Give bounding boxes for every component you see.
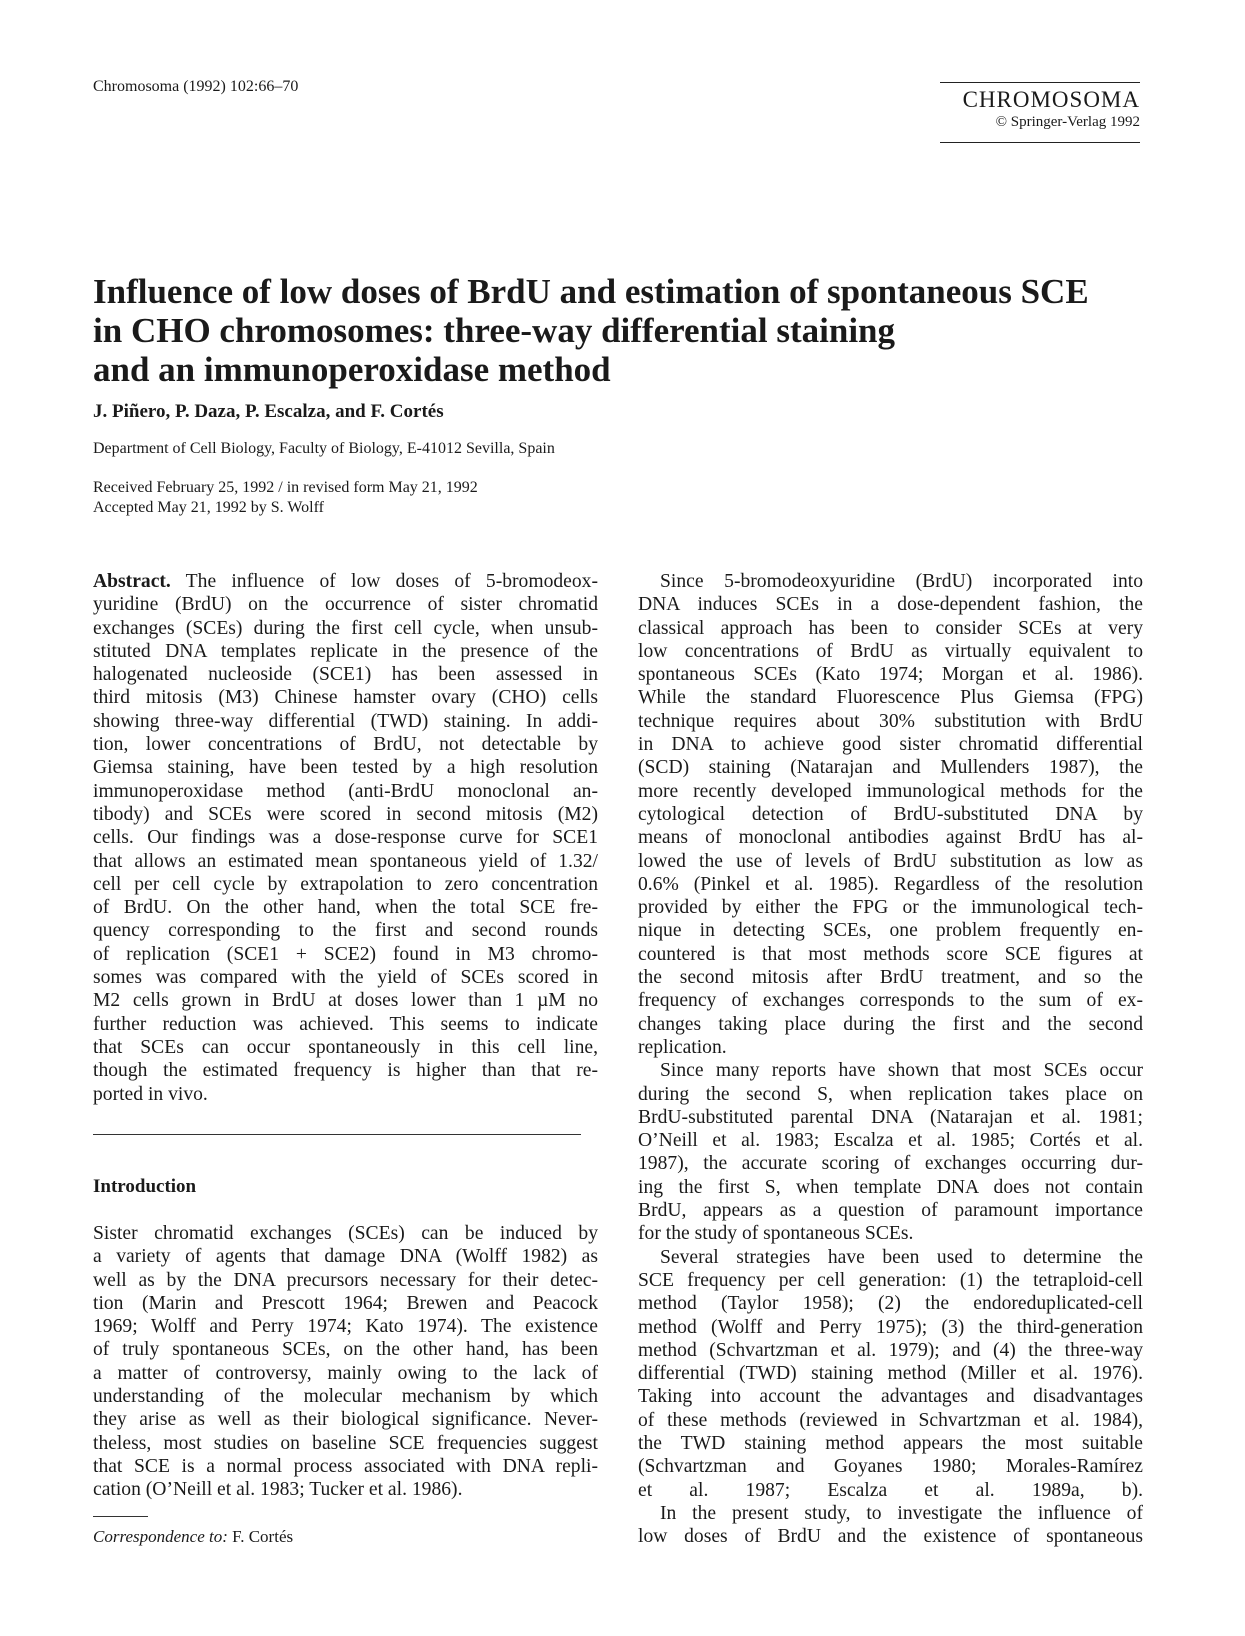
abstract-line: yuridine (BrdU) on the occurrence of sister chromatid bbox=[93, 594, 598, 616]
body-line: the TWD staining method appears the most suitable bbox=[638, 1432, 1143, 1454]
body-line: Several strategies have been used to determine the bbox=[660, 1246, 1143, 1268]
abstract-line: immunoperoxidase method (anti-BrdU monoclonal an- bbox=[93, 780, 598, 802]
abstract-line: of replication (SCE1 + SCE2) found in M3 chromo- bbox=[93, 943, 598, 965]
affiliation: Department of Cell Biology, Faculty of Biology, E-41012 Sevilla, Spain bbox=[93, 440, 555, 457]
accepted-date: Accepted May 21, 1992 by S. Wolff bbox=[93, 499, 324, 516]
body-line: method (Wolff and Perry 1975); (3) the third-generation bbox=[638, 1316, 1143, 1338]
body-line: low concentrations of BrdU as virtually equivalent to bbox=[638, 640, 1143, 662]
body-line: O’Neill et al. 1983; Escalza et al. 1985; Cortés et al. bbox=[638, 1130, 1143, 1152]
body-line: for the study of spontaneous SCEs. bbox=[638, 1223, 914, 1245]
body-line: countered is that most methods score SCE figures at bbox=[638, 943, 1143, 965]
abstract-line: stituted DNA templates replicate in the presence of the bbox=[93, 640, 598, 662]
introduction-heading: Introduction bbox=[93, 1176, 197, 1197]
body-line: et al. 1987; Escalza et al. 1989a, b). bbox=[638, 1479, 1143, 1501]
body-line: provided by either the FPG or the immunological tech- bbox=[638, 897, 1143, 919]
intro-line: tion (Marin and Prescott 1964; Brewen and Peacock bbox=[93, 1292, 598, 1314]
body-line: classical approach has been to consider SCEs at very bbox=[638, 617, 1143, 639]
body-line: BrdU, appears as a question of paramount importance bbox=[638, 1200, 1143, 1222]
body-line: (Schvartzman and Goyanes 1980; Morales-Ramírez bbox=[638, 1456, 1143, 1478]
abstract-line: cells. Our findings was a dose-response curve for SCE1 bbox=[93, 827, 598, 849]
abstract-line: cell per cell cycle by extrapolation to zero concentration bbox=[93, 873, 598, 895]
masthead-top-rule bbox=[940, 82, 1140, 83]
intro-line: a matter of controversy, mainly owing to the lack of bbox=[93, 1362, 598, 1384]
intro-line: cation (O’Neill et al. 1983; Tucker et al. 1986). bbox=[93, 1479, 463, 1501]
abstract-line: M2 cells grown in BrdU at doses lower than 1 µM no bbox=[93, 990, 598, 1012]
body-line: the second mitosis after BrdU treatment, and so the bbox=[638, 967, 1143, 989]
body-line: (SCD) staining (Natarajan and Mullenders 1987), the bbox=[638, 757, 1143, 779]
abstract-line: quency corresponding to the first and second rounds bbox=[93, 920, 598, 942]
abstract-line: though the estimated frequency is higher than that re- bbox=[93, 1060, 598, 1082]
body-line: SCE frequency per cell generation: (1) the tetraploid-cell bbox=[638, 1269, 1143, 1291]
author-list: J. Piñero, P. Daza, P. Escalza, and F. Cortés bbox=[93, 401, 444, 422]
body-line: BrdU-substituted parental DNA (Natarajan et al. 1981; bbox=[638, 1106, 1143, 1128]
abstract-line: halogenated nucleoside (SCE1) has been assessed in bbox=[93, 664, 598, 686]
body-line: In the present study, to investigate the influence of bbox=[660, 1502, 1143, 1524]
body-line: spontaneous SCEs (Kato 1974; Morgan et al. 1986). bbox=[638, 664, 1143, 686]
correspondence-label: Correspondence to: bbox=[93, 1527, 228, 1546]
introduction-body bbox=[93, 1222, 598, 1502]
intro-line: they arise as well as their biological significance. Never- bbox=[93, 1409, 598, 1431]
intro-line: well as by the DNA precursors necessary for their detec- bbox=[93, 1269, 598, 1291]
title-line: and an immunoperoxidase method bbox=[93, 350, 611, 389]
abstract-line bbox=[93, 570, 598, 593]
correspondence-footnote bbox=[93, 1527, 293, 1547]
body-line: 0.6% (Pinkel et al. 1985). Regardless of the resolution bbox=[638, 873, 1143, 895]
body-line: changes taking place during the first and the second bbox=[638, 1013, 1143, 1035]
body-line: in DNA to achieve good sister chromatid differential bbox=[638, 734, 1143, 756]
journal-name: CHROMOSOMA bbox=[962, 87, 1140, 112]
body-line: differential (TWD) staining method (Miller et al. 1976). bbox=[638, 1363, 1143, 1385]
body-line: Since many reports have shown that most SCEs occur bbox=[660, 1060, 1143, 1082]
abstract-line: that allows an estimated mean spontaneous yield of 1.32/ bbox=[93, 850, 598, 872]
abstract-line: showing three-way differential (TWD) staining. In addi- bbox=[93, 710, 598, 732]
body-line: DNA induces SCEs in a dose-dependent fashion, the bbox=[638, 594, 1143, 616]
abstract-line: third mitosis (M3) Chinese hamster ovary (CHO) cells bbox=[93, 687, 598, 709]
abstract-line: tibody) and SCEs were scored in second mitosis (M2) bbox=[93, 803, 598, 825]
abstract-line: tion, lower concentrations of BrdU, not detectable by bbox=[93, 734, 598, 756]
text-line: The influence of low doses of 5-bromodeox- bbox=[170, 571, 598, 592]
abstract-line: ported in vivo. bbox=[93, 1083, 208, 1105]
abstract-line: further reduction was achieved. This seems to indicate bbox=[93, 1013, 598, 1035]
abstract-line: that SCEs can occur spontaneously in this cell line, bbox=[93, 1036, 598, 1058]
body-line: replication. bbox=[638, 1036, 727, 1058]
intro-line: of truly spontaneous SCEs, on the other hand, has been bbox=[93, 1339, 598, 1361]
intro-line: 1969; Wolff and Perry 1974; Kato 1974). The existence bbox=[93, 1316, 598, 1338]
journal-citation: Chromosoma (1992) 102:66–70 bbox=[93, 78, 299, 95]
footnote-rule bbox=[93, 1516, 148, 1517]
abstract-line: exchanges (SCEs) during the first cell cycle, when unsub- bbox=[93, 617, 598, 639]
abstract-label: Abstract. bbox=[93, 571, 171, 592]
title-line: Influence of low doses of BrdU and estimation of spontaneous SCE bbox=[93, 272, 1089, 311]
body-line: during the second S, when replication takes place on bbox=[638, 1083, 1143, 1105]
abstract-line: somes was compared with the yield of SCEs scored in bbox=[93, 967, 598, 989]
body-line: of these methods (reviewed in Schvartzman et al. 1984), bbox=[638, 1409, 1143, 1431]
body-line: method (Taylor 1958); (2) the endoreduplicated-cell bbox=[638, 1293, 1143, 1315]
abstract bbox=[93, 570, 598, 1106]
body-line: means of monoclonal antibodies against BrdU has al- bbox=[638, 827, 1143, 849]
body-line: nique in detecting SCEs, one problem frequently en- bbox=[638, 920, 1143, 942]
body-line: lowed the use of levels of BrdU substitution as low as bbox=[638, 850, 1143, 872]
intro-line: a variety of agents that damage DNA (Wolff 1982) as bbox=[93, 1246, 598, 1268]
article-title bbox=[93, 272, 1153, 389]
article-dates bbox=[93, 478, 478, 518]
intro-line: that SCE is a normal process associated with DNA repli- bbox=[93, 1455, 598, 1477]
masthead-bottom-rule bbox=[940, 142, 1140, 143]
received-date: Received February 25, 1992 / in revised form May 21, 1992 bbox=[93, 479, 478, 496]
journal-masthead bbox=[940, 82, 1140, 143]
section-separator bbox=[93, 1134, 581, 1135]
right-column-body bbox=[638, 570, 1143, 1548]
body-line: frequency of exchanges corresponds to the sum of ex- bbox=[638, 990, 1143, 1012]
copyright-notice: © Springer-Verlag 1992 bbox=[995, 114, 1140, 130]
abstract-line: of BrdU. On the other hand, when the total SCE fre- bbox=[93, 897, 598, 919]
title-line: in CHO chromosomes: three-way differential staining bbox=[93, 311, 896, 350]
correspondence-name: F. Cortés bbox=[227, 1527, 294, 1546]
body-line: technique requires about 30% substitution with BrdU bbox=[638, 710, 1143, 732]
body-line: more recently developed immunological methods for the bbox=[638, 780, 1143, 802]
body-line: While the standard Fluorescence Plus Giemsa (FPG) bbox=[638, 687, 1143, 709]
body-line: 1987), the accurate scoring of exchanges occurring dur- bbox=[638, 1153, 1143, 1175]
body-line: Taking into account the advantages and disadvantages bbox=[638, 1386, 1143, 1408]
body-line: method (Schvartzman et al. 1979); and (4) the three-way bbox=[638, 1339, 1143, 1361]
intro-line: Sister chromatid exchanges (SCEs) can be induced by bbox=[93, 1223, 598, 1244]
intro-line: understanding of the molecular mechanism by which bbox=[93, 1386, 598, 1408]
body-line: cytological detection of BrdU-substituted DNA by bbox=[638, 803, 1143, 825]
body-line: low doses of BrdU and the existence of spontaneous bbox=[638, 1526, 1143, 1548]
abstract-line: Giemsa staining, have been tested by a high resolution bbox=[93, 757, 598, 779]
intro-line: theless, most studies on baseline SCE frequencies suggest bbox=[93, 1432, 598, 1454]
body-line: Since 5-bromodeoxyuridine (BrdU) incorporated into bbox=[660, 571, 1143, 592]
body-line: ing the first S, when template DNA does not contain bbox=[638, 1176, 1143, 1198]
